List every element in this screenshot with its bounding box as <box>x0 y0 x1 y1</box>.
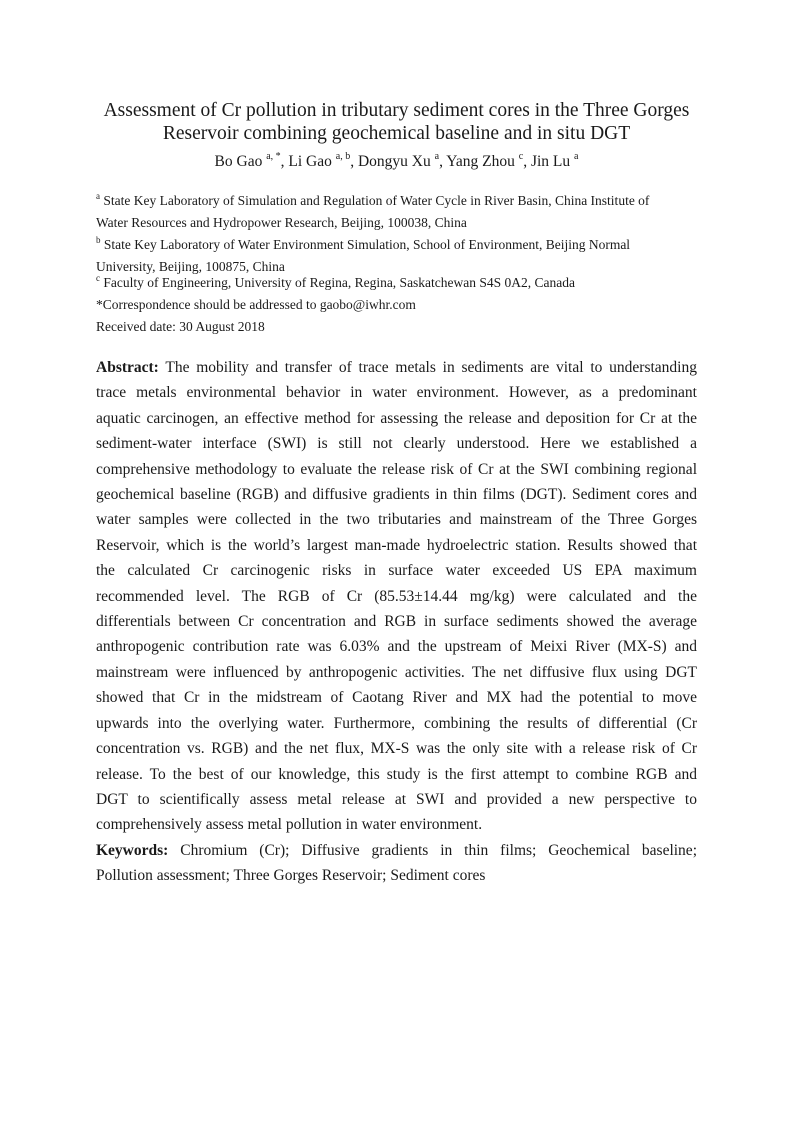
affiliation-text: State Key Laboratory of Water Environment Simulation, School of Environment, Beijing Normal <box>103 237 631 252</box>
author-affiliation-mark: c <box>518 151 524 162</box>
affiliation-c <box>96 272 706 294</box>
author-name: Jin Lu <box>530 153 571 170</box>
abstract-section <box>96 355 697 889</box>
affiliation-line <box>96 234 706 256</box>
abstract-line: DGT to scientifically assess metal release at SWI and provided a new perspective to <box>96 790 697 808</box>
abstract-line: showed that Cr in the midstream of Caotang River and MX had the potential to move <box>96 689 697 707</box>
abstract-line: concentration vs. RGB) and the net flux, MX-S was the only site with a release risk of Cr <box>96 740 697 758</box>
affiliation-mark: a <box>96 191 100 201</box>
affiliation-text: State Key Laboratory of Simulation and Regulation of Water Cycle in River Basin, China Institute of <box>103 193 650 208</box>
abstract-line: water samples were collected in the two tributaries and mainstream of the Three Gorges <box>96 511 697 529</box>
abstract-line: recommended level. The RGB of Cr (85.53±14.44 mg/kg) were calculated and the <box>96 587 697 605</box>
author-affiliation-mark: a <box>434 151 440 162</box>
abstract-line: sediment-water interface (SWI) is still not clearly understood. Here we established a <box>96 435 697 453</box>
abstract-text: The mobility and transfer of trace metals in sediments are vital to understanding <box>165 359 697 376</box>
affiliation-mark: c <box>96 273 100 283</box>
affiliation-b <box>96 234 706 256</box>
affiliation-a <box>96 190 706 234</box>
abstract-line: the calculated Cr carcinogenic risks in surface water exceeded US EPA maximum <box>96 562 697 580</box>
abstract-line: upwards into the overlying water. Furthermore, combining the results of differential (Cr <box>96 714 697 732</box>
author-affiliation-mark: a, b <box>335 151 351 162</box>
abstract-line: anthropogenic contribution rate was 6.03% and the upstream of Meixi River (MX-S) and <box>96 638 697 656</box>
author-affiliation-mark: a, * <box>266 151 281 162</box>
author-separator: , <box>439 153 447 170</box>
abstract-line <box>96 355 697 380</box>
affiliation-mark: b <box>96 235 101 245</box>
author-list <box>60 152 733 172</box>
abstract-line: release. To the best of our knowledge, this study is the first attempt to combine RGB and <box>96 765 697 783</box>
received-date: Received date: 30 August 2018 <box>96 319 265 334</box>
abstract-line: mainstream were influenced by anthropogenic activities. The net diffusive flux using DGT <box>96 663 697 681</box>
paper-title <box>60 99 733 145</box>
author-name: Li Gao <box>288 153 332 170</box>
keywords-line <box>96 838 697 863</box>
keywords-label: Keywords: <box>96 841 169 859</box>
author-separator: , <box>280 153 289 170</box>
abstract-line: trace metals environmental behavior in water environment. However, as a predominant <box>96 384 697 402</box>
keywords-text: Chromium (Cr); Diffusive gradients in thin films; Geochemical baseline; <box>180 841 697 859</box>
keywords-line: Pollution assessment; Three Gorges Reservoir; Sediment cores <box>96 867 486 885</box>
affiliation-line <box>96 272 706 294</box>
author-name: Yang Zhou <box>446 153 515 170</box>
abstract-line: Reservoir, which is the world’s largest man-made hydroelectric station. Results showed that <box>96 536 697 554</box>
author-name: Bo Gao <box>214 153 263 170</box>
abstract-line: aquatic carcinogen, an effective method for assessing the release and deposition for Cr at the <box>96 409 697 427</box>
abstract-line: comprehensive methodology to evaluate the release risk of Cr at the SWI combining regional <box>96 460 697 478</box>
author-separator: , <box>350 153 358 170</box>
title-line: Assessment of Cr pollution in tributary sediment cores in the Three Gorges <box>103 100 690 121</box>
author-separator: , <box>523 153 531 170</box>
abstract-label: Abstract: <box>96 359 159 376</box>
affiliation-line: Water Resources and Hydropower Research, Beijing, 100038, China <box>96 215 467 230</box>
affiliation-line: University, Beijing, 100875, China <box>96 259 285 274</box>
affiliation-line <box>96 190 706 212</box>
affiliation-text: Faculty of Engineering, University of Regina, Regina, Saskatchewan S4S 0A2, Canada <box>103 275 576 290</box>
abstract-line: comprehensively assess metal pollution in water environment. <box>96 816 483 834</box>
title-line: Reservoir combining geochemical baseline and in situ DGT <box>162 123 631 144</box>
abstract-line: differentials between Cr concentration and RGB in surface sediments showed the average <box>96 613 697 631</box>
author-affiliation-mark: a <box>574 151 579 162</box>
author-name: Dongyu Xu <box>357 153 431 170</box>
abstract-line: geochemical baseline (RGB) and diffusive gradients in thin films (DGT). Sediment cores and <box>96 486 697 504</box>
correspondence-note: *Correspondence should be addressed to gaobo@iwhr.com <box>96 297 416 312</box>
